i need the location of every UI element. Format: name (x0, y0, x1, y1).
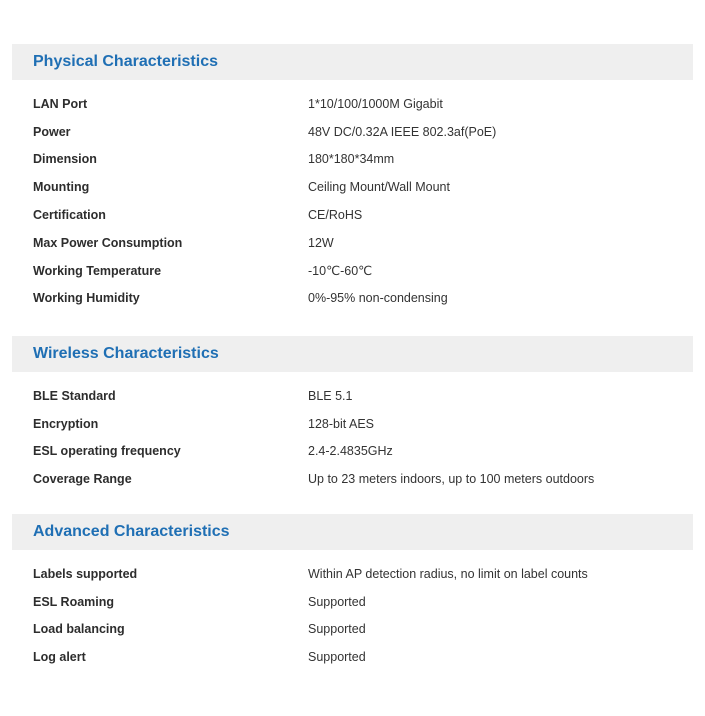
spec-value: Ceiling Mount/Wall Mount (308, 180, 450, 195)
spec-value: 2.4-2.4835GHz (308, 444, 393, 459)
spec-row (12, 465, 693, 493)
spec-table (12, 90, 693, 312)
spec-value: Within AP detection radius, no limit on label counts (308, 566, 588, 581)
spec-label: Certification (33, 208, 106, 223)
spec-row (12, 616, 693, 644)
spec-label: Working Temperature (33, 263, 162, 278)
section-title: Physical Characteristics (33, 53, 218, 70)
spec-value: Supported (308, 622, 366, 637)
advanced-characteristics-section (12, 514, 693, 671)
spec-value: Supported (308, 650, 366, 665)
spec-row (12, 146, 693, 174)
spec-table (12, 560, 693, 671)
spec-label: Load balancing (33, 622, 125, 637)
spec-row (12, 229, 693, 257)
physical-characteristics-section (12, 44, 693, 312)
section-title: Advanced Characteristics (33, 523, 230, 540)
spec-row (12, 560, 693, 588)
spec-table (12, 382, 693, 493)
spec-row (12, 173, 693, 201)
spec-label: LAN Port (33, 96, 88, 111)
spec-label: Labels supported (33, 566, 138, 581)
spec-row (12, 201, 693, 229)
wireless-characteristics-section (12, 336, 693, 493)
spec-value: 180*180*34mm (308, 152, 395, 167)
spec-row (12, 438, 693, 466)
section-header (12, 44, 693, 80)
spec-value: CE/RoHS (308, 208, 363, 223)
spec-label: Coverage Range (33, 472, 132, 487)
spec-label: Working Humidity (33, 291, 140, 306)
spec-row (12, 410, 693, 438)
section-header (12, 336, 693, 372)
spec-value: 128-bit AES (308, 416, 375, 431)
spec-label: Max Power Consumption (33, 235, 183, 250)
spec-row (12, 285, 693, 313)
spec-value: 0%-95% non-condensing (308, 291, 448, 306)
spec-label: Dimension (33, 152, 97, 167)
spec-label: ESL operating frequency (33, 444, 181, 459)
spec-label: BLE Standard (33, 388, 116, 403)
spec-value: -10℃-60℃ (308, 264, 373, 279)
spec-value: 1*10/100/1000M Gigabit (308, 96, 443, 111)
spec-value: 12W (308, 235, 334, 250)
spec-label: Power (33, 124, 71, 139)
spec-label: Encryption (33, 416, 99, 431)
spec-value: Supported (308, 594, 366, 609)
spec-row (12, 90, 693, 118)
spec-value: BLE 5.1 (308, 388, 353, 403)
spec-row (12, 382, 693, 410)
spec-row (12, 643, 693, 671)
spec-label: Log alert (33, 650, 86, 665)
spec-row (12, 118, 693, 146)
spec-value: 48V DC/0.32A IEEE 802.3af(PoE) (308, 124, 497, 139)
section-title: Wireless Characteristics (33, 345, 219, 362)
spec-value: Up to 23 meters indoors, up to 100 meters outdoors (308, 472, 595, 487)
spec-row (12, 588, 693, 616)
spec-row (12, 257, 693, 285)
spec-label: ESL Roaming (33, 594, 115, 609)
section-header (12, 514, 693, 550)
spec-label: Mounting (33, 180, 90, 195)
